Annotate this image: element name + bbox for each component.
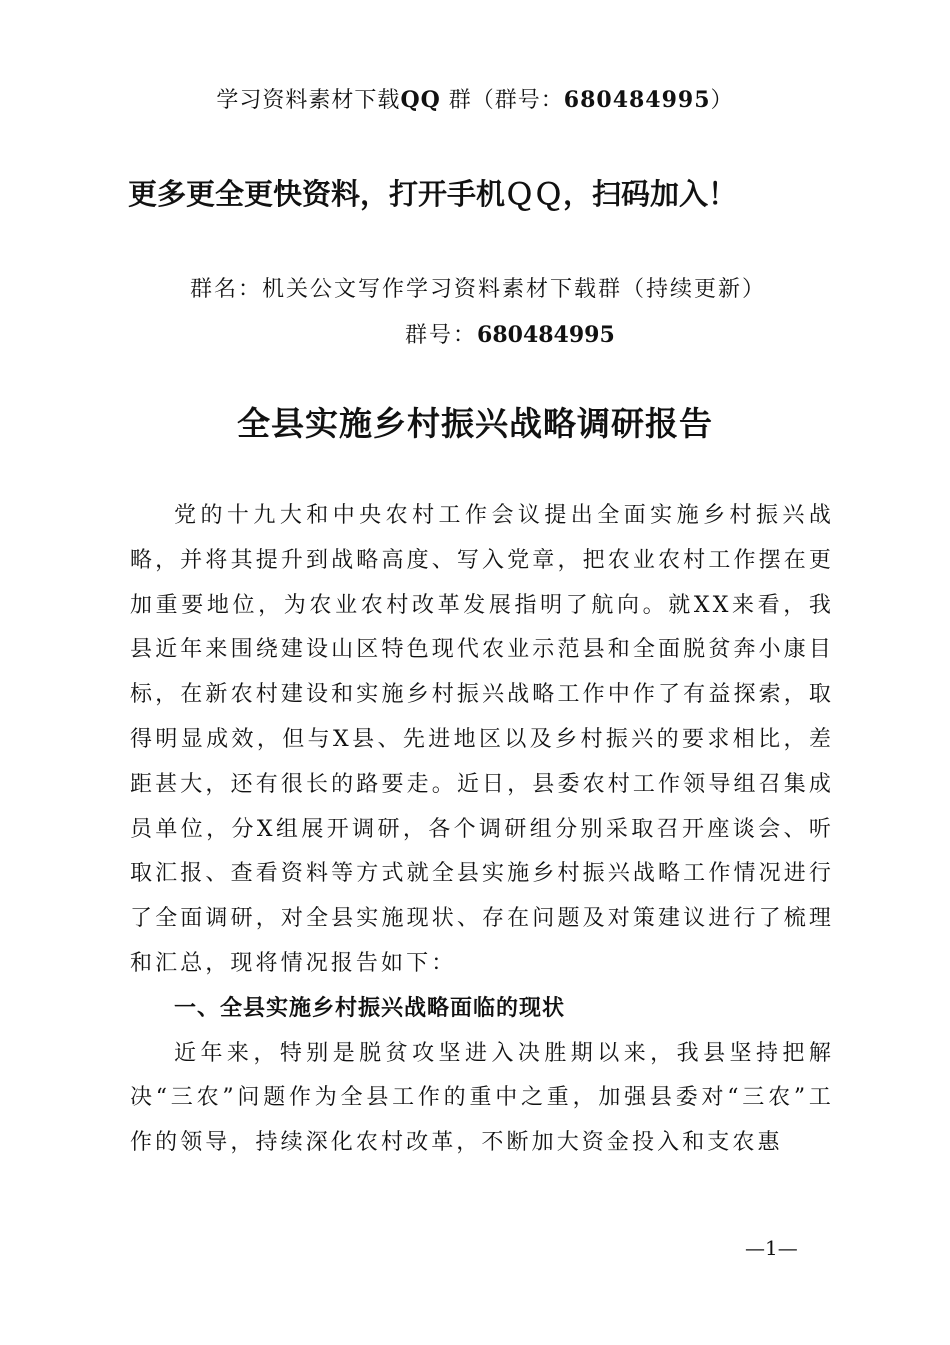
promo-top-line bbox=[0, 83, 950, 114]
group-number: 680484995 bbox=[477, 322, 615, 348]
promo-main-line: 更多更全更快资料，打开手机ＱＱ，扫码加入！ bbox=[128, 177, 738, 211]
promo-top-qq: QQ bbox=[400, 87, 441, 113]
paragraph-intro: 党的十九大和中央农村工作会议提出全面实施乡村振兴战略，并将其提升到战略高度、写入党章，把农业农村工作摆在更加重要地位，为农业农村改革发展指明了航向。就XX来看，我县近年来围绕建设山区特色现代农业示范县和全面脱贫奔小康目标，在新农村建设和实施乡村振兴战略工作中作了有益探索，取得明显成效，但与X县、先进地区以及乡村振兴的要求相比，差距甚大，还有很长的路要走。近日，县委农村工作领导组召集成员单位，分X组展开调研，各个调研组分别采取召开座谈会、听取汇报、查看资料等方式就全县实施乡村振兴战略工作情况进行了全面调研，对全县实施现状、存在问题及对策建议进行了梳理和汇总，现将情况报告如下： bbox=[130, 503, 834, 976]
paragraph-section-1: 近年来，特别是脱贫攻坚进入决胜期以来，我县坚持把解决“三农”问题作为全县工作的重中之重，加强县委对“三农”工作的领导，持续深化农村改革，不断加大资金投入和支农惠 bbox=[130, 1040, 834, 1156]
group-name: 群名：机关公文写作学习资料素材下载群（持续更新） bbox=[190, 277, 767, 302]
section-heading-1: 一、全县实施乡村振兴战略面临的现状 bbox=[174, 995, 566, 1021]
page-number: —1— bbox=[745, 1236, 798, 1260]
document-title: 全县实施乡村振兴战略调研报告 bbox=[237, 404, 713, 443]
promo-top-number: 680484995 bbox=[563, 87, 711, 113]
promo-top-text: 学习资料素材下载 bbox=[216, 88, 401, 113]
document-body bbox=[130, 494, 834, 1166]
group-number-label: 群号： bbox=[405, 323, 478, 348]
promo-top-close: ） bbox=[710, 88, 734, 113]
group-number-line bbox=[405, 318, 615, 349]
promo-top-group: 群（群号： bbox=[440, 88, 564, 113]
